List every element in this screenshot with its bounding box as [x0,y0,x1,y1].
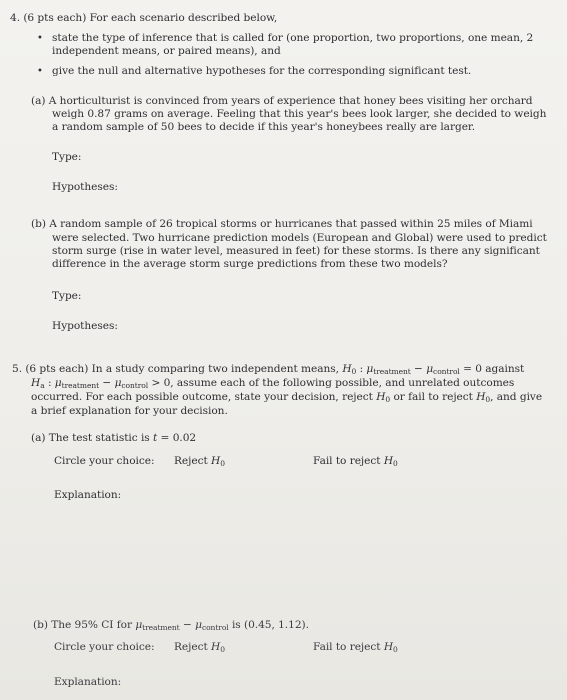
q5b-circle-label: Circle your choice: [54,641,155,653]
q5a-statistic: (a) The test statistic is t = 0.02 [31,432,197,444]
q4a-type-label: Type: [52,151,82,163]
q4-bullet1-line1: state the type of inference that is called for (one proportion, two proportions, one mean, 2 [52,32,534,44]
q5a-reject-choice[interactable]: Reject $H_0$ [174,455,225,468]
q5b-fail-choice[interactable]: Fail to reject $H_0$ [313,641,398,654]
q4-header: 4. (6 pts each) For each scenario described below, [10,12,278,24]
q5b-explanation-label: Explanation: [54,676,122,688]
q5a-explanation-label: Explanation: [54,489,122,501]
q5a-fail-choice[interactable]: Fail to reject $H_0$ [313,455,398,468]
alt-hypothesis-expr: $H_a$ : $\mu_{treatment} - \mu_{control}$ [31,377,149,390]
q4a-line3: a random sample of 50 bees to decide if this year's honeybees really are larger. [52,121,476,133]
bullet-dot-1: • [37,33,43,44]
bullet-dot-2: • [37,66,43,77]
q4b-line1: (b) A random sample of 26 tropical storms or hurricanes that passed within 25 miles of Miami [31,218,533,230]
q4-bullet2: give the null and alternative hypotheses for the corresponding significant test. [52,65,472,77]
q4a-hypotheses-label: Hypotheses: [52,181,118,193]
q5-line3: occurred. For each possible outcome, state your decision, reject $H_0$ or fail to reject $H_0$, and give [31,391,543,404]
q4a-line2: weigh 0.87 grams on average. Feeling that this year's bees look larger, she decided to weigh [52,108,547,120]
q4b-hypotheses-label: Hypotheses: [52,320,118,332]
q4-bullet1-line2: independent means, or paired means), and [52,45,281,57]
q5b-reject-choice[interactable]: Reject $H_0$ [174,641,225,654]
q5-line4: a brief explanation for your decision. [31,405,228,417]
q4b-line2: were selected. Two hurricane prediction models (European and Global) were used to predict [52,232,547,244]
q5-line1-text: 5. (6 pts each) In a study comparing two independent means, [12,363,339,375]
q4a-line1: (a) A horticulturist is convinced from years of experience that honey bees visiting her orchard [31,95,533,107]
q4b-line4: difference in the average storm surge predictions from these two models? [52,258,448,270]
q5b-ci: (b) The 95% CI for $\mu_{treatment} - \mu_{control}$ is (0.45, 1.12). [33,619,309,632]
q5-line1: 5. (6 pts each) In a study comparing two independent means, $H_0$ : $\mu_{treatment} - \mu_{control} = 0$ against [12,363,525,376]
q5-line2: $H_a$ : $\mu_{treatment} - \mu_{control} > 0$, assume each of the following possible, and unrelated outcomes [31,377,515,390]
q5a-circle-label: Circle your choice: [54,455,155,467]
q4b-line3: storm surge (rise in water level, measured in feet) for these storms. Is there any significant [52,245,540,257]
q4b-type-label: Type: [52,290,82,302]
null-hypothesis-expr: $H_0$ : $\mu_{treatment} - \mu_{control} = 0$ [342,363,482,376]
